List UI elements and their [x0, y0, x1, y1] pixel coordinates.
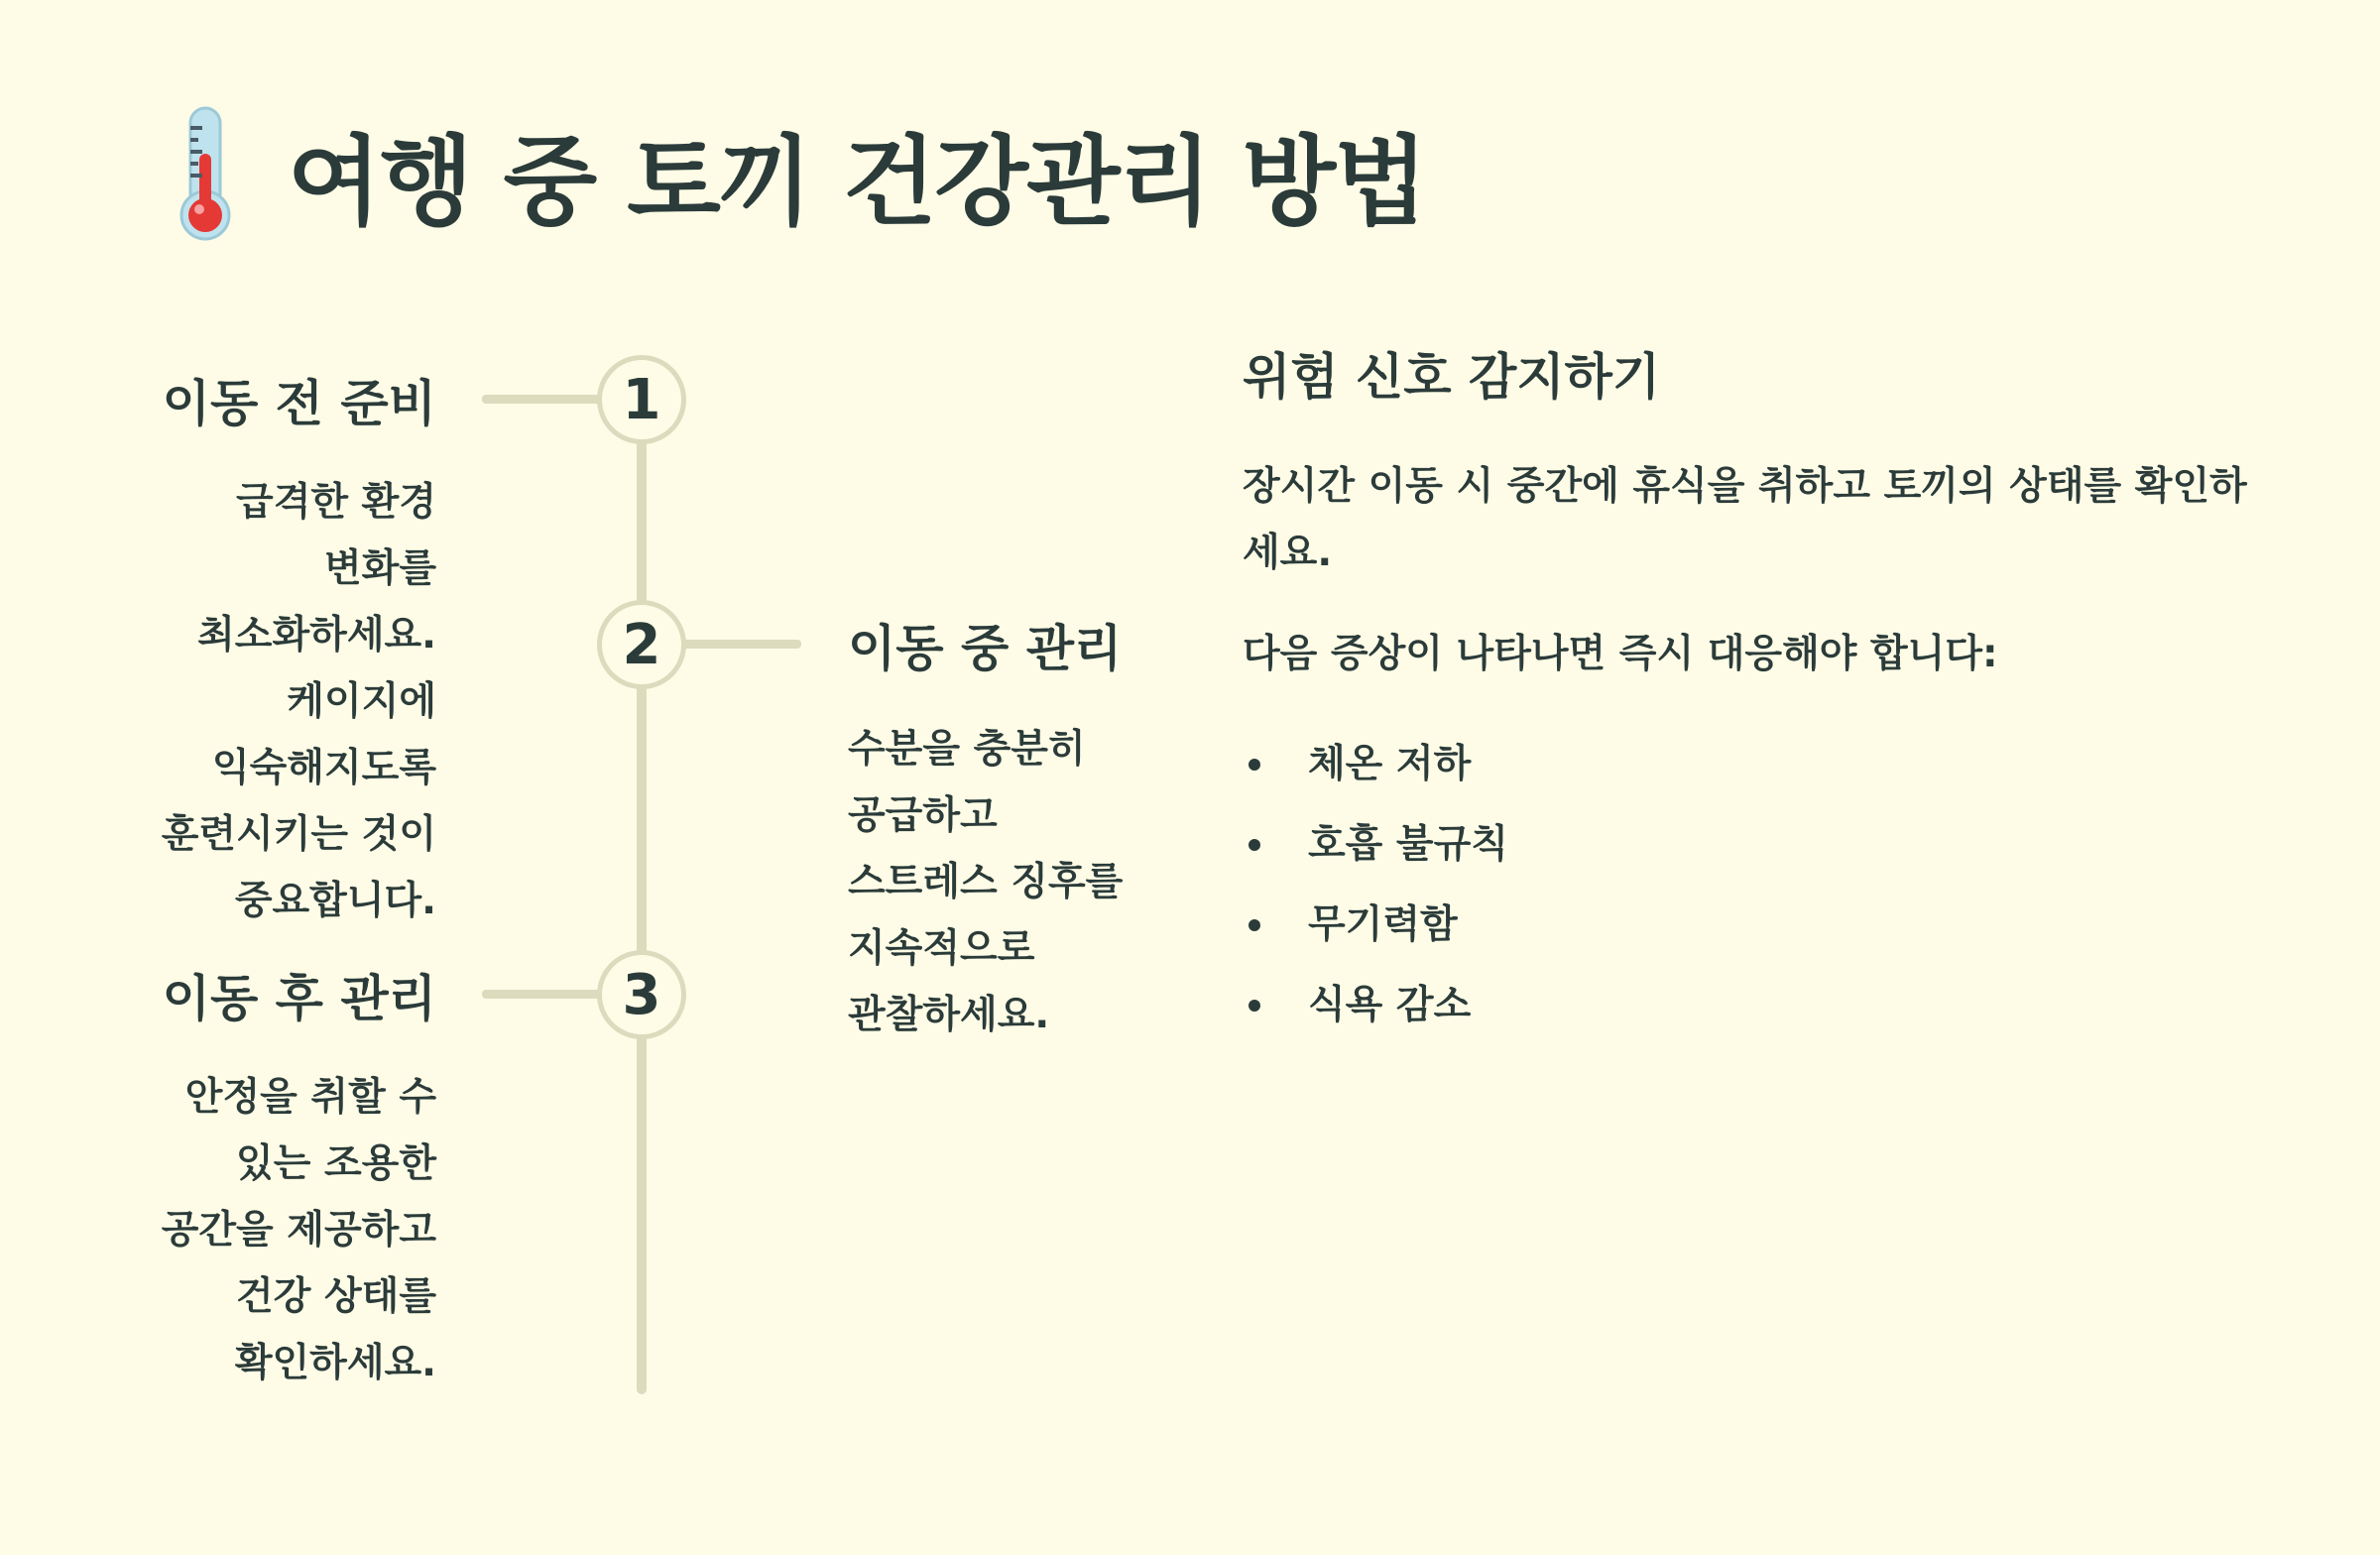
- symptom-text: 무기력함: [1308, 902, 1458, 947]
- page-title: 여행 중 토끼 건강관리 방법: [288, 125, 1426, 239]
- step-3-title: 이동 후 관리: [162, 970, 436, 1027]
- warning-signs-panel: [1243, 337, 2254, 1027]
- step-3-connector: [482, 990, 601, 999]
- symptom-list: [1243, 724, 1508, 1045]
- step-1-connector: [482, 395, 601, 404]
- bullet-icon: [1249, 1000, 1260, 1012]
- panel-paragraph-2: 다음 증상이 나타나면 즉시 대응해야 합니다:: [1243, 632, 1998, 676]
- step-1-title: 이동 전 준비: [162, 375, 436, 432]
- thermometer-icon: [169, 104, 242, 243]
- list-item: [1243, 885, 1508, 965]
- step-2-number: [597, 600, 686, 689]
- list-item: [1243, 804, 1508, 885]
- step-2-body: 수분을 충분히 공급하고 스트레스 징후를 지속적으로 관찰하세요.: [848, 727, 1124, 1037]
- list-item: [1243, 965, 1508, 1045]
- step-number-label: 2: [622, 612, 661, 677]
- step-3-number: [597, 950, 686, 1039]
- page-header: [169, 99, 1426, 248]
- panel-title: 위험 신호 감지하기: [1243, 348, 1661, 406]
- step-number-label: 3: [622, 962, 661, 1027]
- step-2-title: 이동 중 관리: [848, 620, 1123, 677]
- step-2-connector: [682, 640, 801, 649]
- step-1-number: [597, 355, 686, 444]
- list-item: [1243, 724, 1508, 804]
- bullet-icon: [1249, 759, 1260, 771]
- bullet-icon: [1249, 919, 1260, 931]
- timeline-line: [637, 397, 647, 1394]
- panel-paragraph-1: 장시간 이동 시 중간에 휴식을 취하고 토끼의 상태를 확인하세요.: [1243, 464, 2247, 575]
- symptom-text: 식욕 감소: [1308, 983, 1472, 1027]
- step-number-label: 1: [622, 367, 661, 432]
- symptom-text: 호흡 불규칙: [1308, 822, 1508, 867]
- step-1-body: 급격한 환경 변화를 최소화하세요. 케이지에 익숙해지도록 훈련시키는 것이 중요합니다.: [161, 480, 436, 923]
- symptom-text: 체온 저하: [1308, 742, 1472, 786]
- bullet-icon: [1249, 839, 1260, 851]
- step-3-body: 안정을 취할 수 있는 조용한 공간을 제공하고 건강 상태를 확인하세요.: [161, 1075, 436, 1385]
